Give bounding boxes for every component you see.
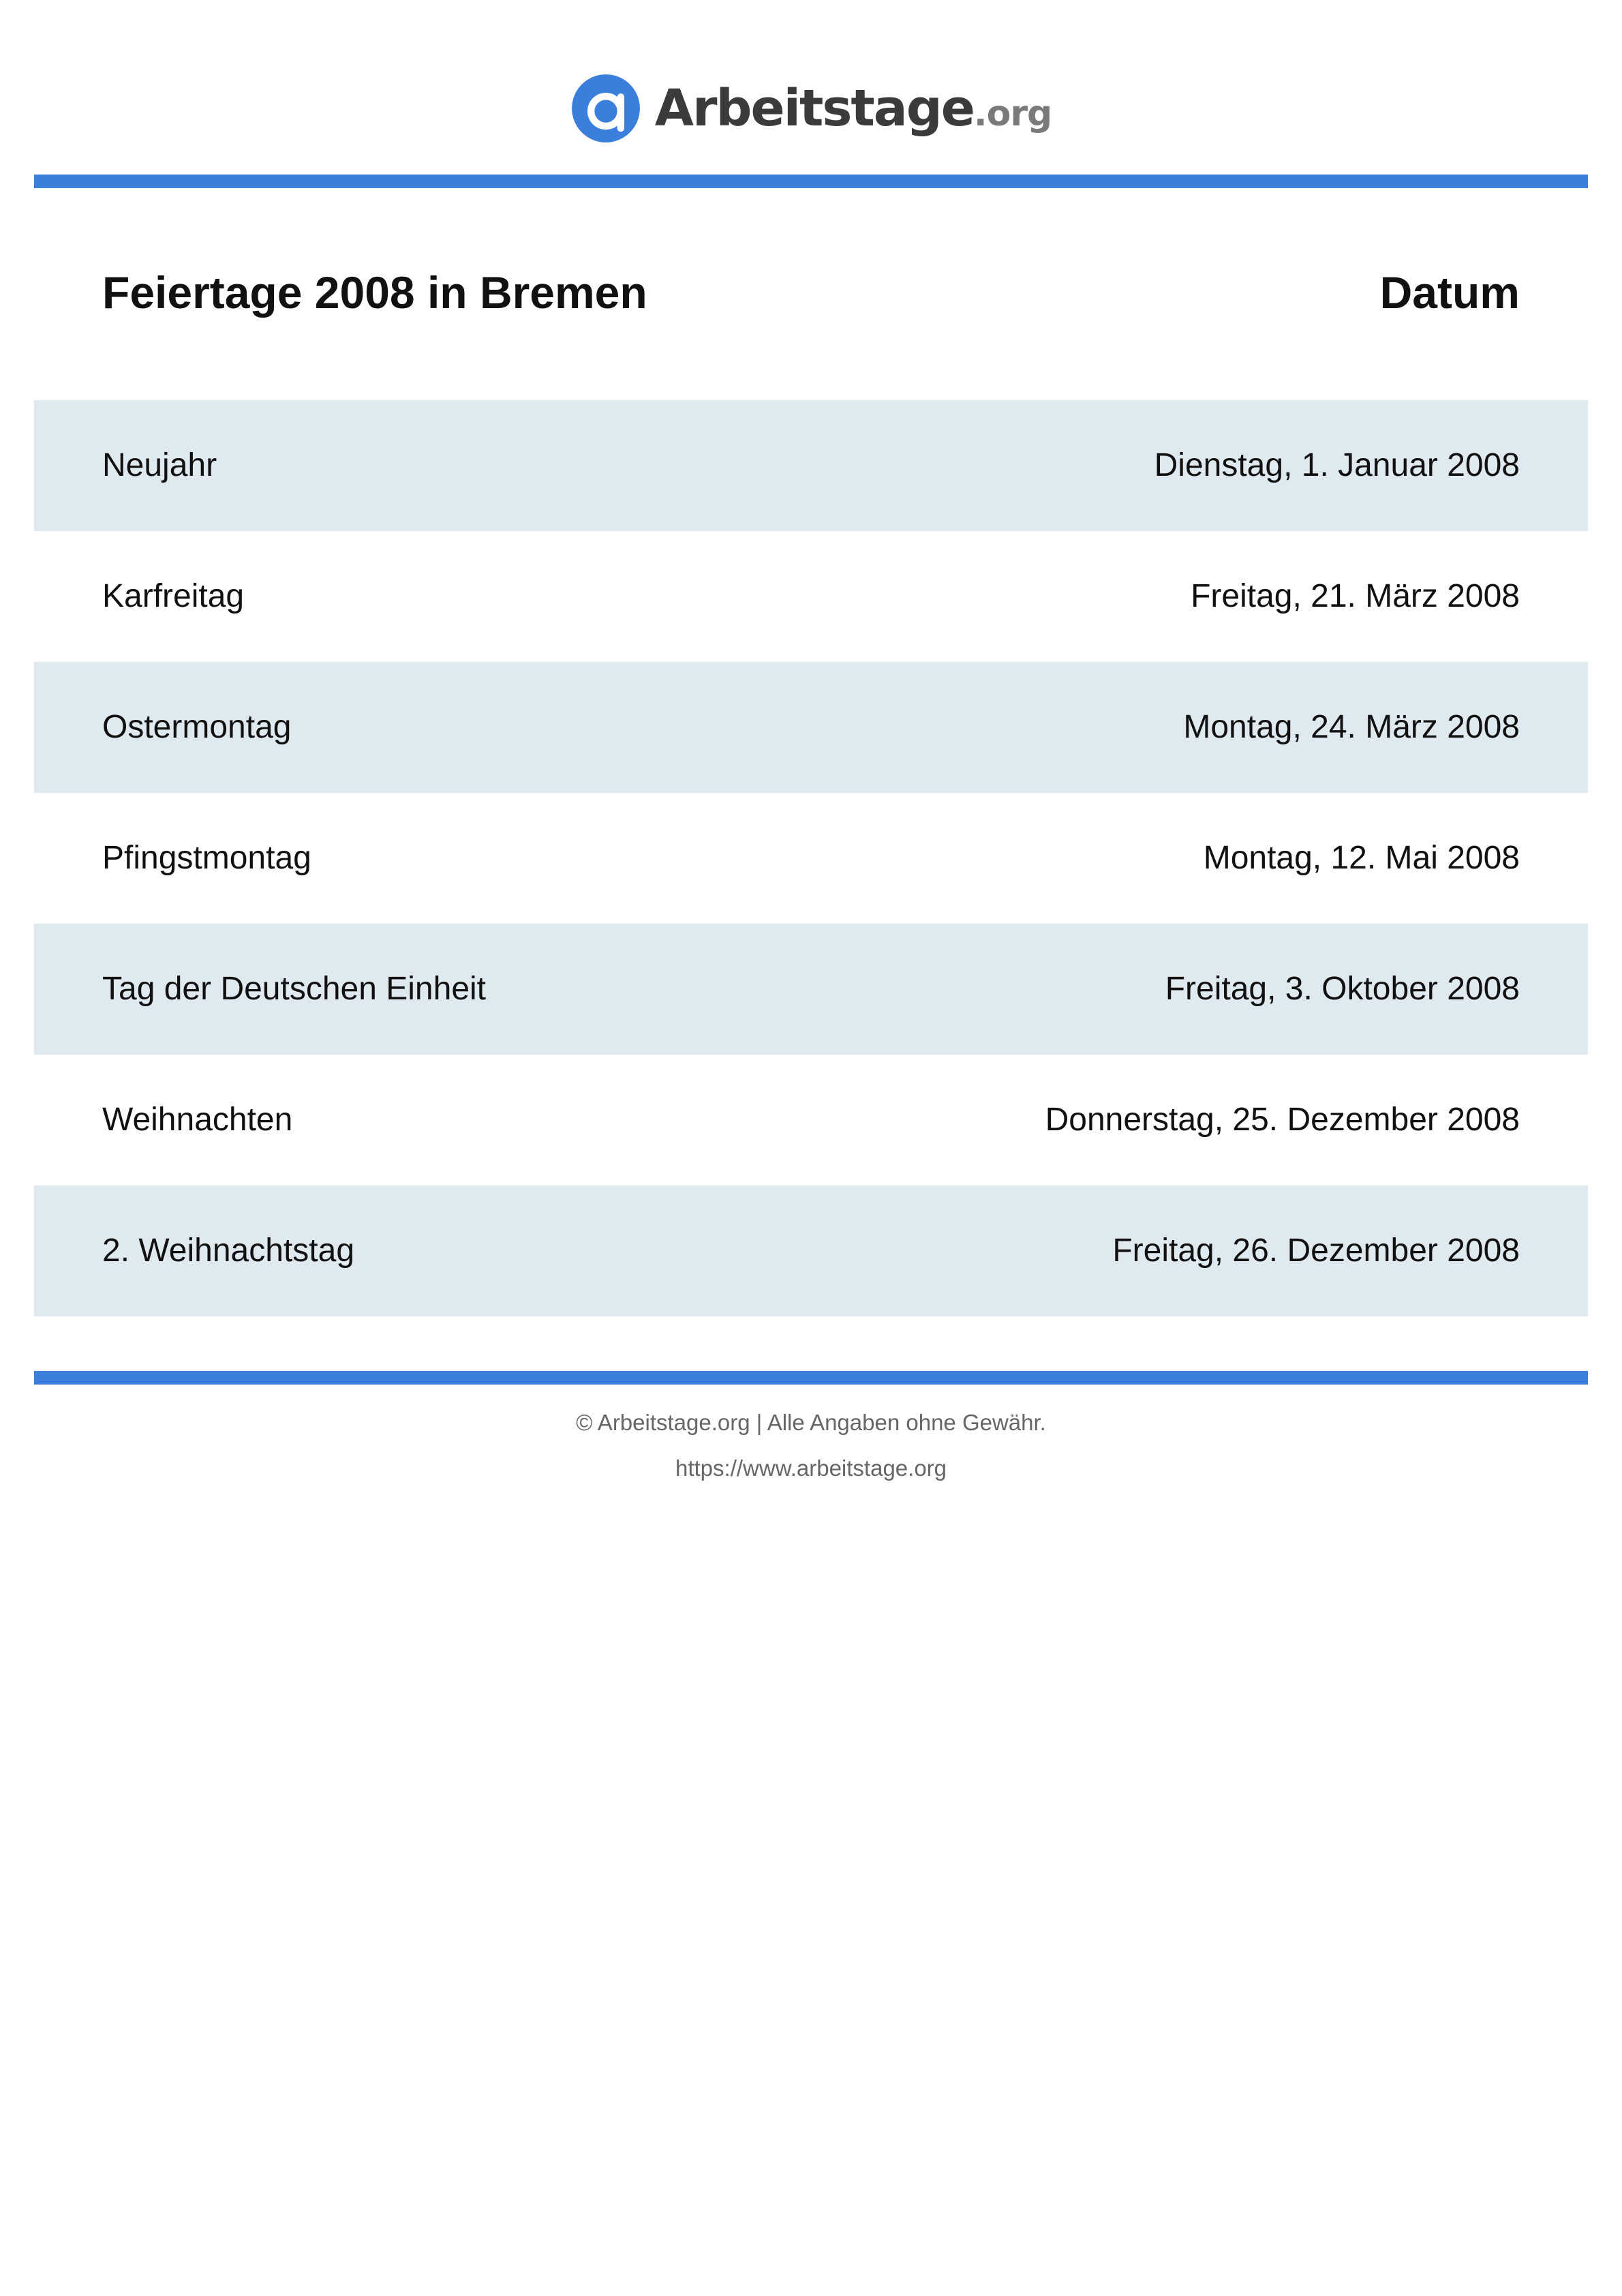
holiday-name: Weihnachten: [102, 1102, 293, 1138]
table-row: [34, 793, 1588, 924]
holiday-table: [34, 400, 1588, 1316]
table-row: [34, 1055, 1588, 1185]
logo-name: Arbeitstage: [654, 79, 974, 138]
footer-url-link[interactable]: https://www.arbeitstage.org: [675, 1455, 947, 1481]
page-title: Feiertage 2008 in Bremen: [102, 267, 647, 318]
table-row: [34, 531, 1588, 662]
top-divider: [34, 175, 1588, 188]
holiday-date: Freitag, 21. März 2008: [1191, 578, 1520, 614]
holiday-name: Neujahr: [102, 447, 217, 483]
logo-suffix: .org: [973, 93, 1052, 134]
at-sign-logo-icon: [570, 73, 641, 144]
holiday-date: Donnerstag, 25. Dezember 2008: [1045, 1102, 1520, 1138]
logo-wordmark: [655, 79, 1052, 138]
date-column-header: Datum: [1379, 267, 1520, 318]
holiday-name: 2. Weihnachtstag: [102, 1233, 355, 1269]
table-row: [34, 1185, 1588, 1316]
holiday-name: Ostermontag: [102, 709, 292, 745]
holiday-date: Montag, 24. März 2008: [1183, 709, 1520, 745]
bottom-divider: [34, 1371, 1588, 1385]
holiday-date: Montag, 12. Mai 2008: [1203, 840, 1520, 876]
table-row: [34, 662, 1588, 793]
holiday-name: Karfreitag: [102, 578, 245, 614]
site-logo[interactable]: [0, 71, 1622, 146]
footer-copyright: © Arbeitstage.org | Alle Angaben ohne Gewähr.: [576, 1410, 1046, 1435]
holiday-date: Freitag, 3. Oktober 2008: [1165, 971, 1520, 1007]
table-row: [34, 400, 1588, 531]
table-header: [34, 254, 1588, 331]
holiday-name: Tag der Deutschen Einheit: [102, 971, 487, 1007]
holiday-name: Pfingstmontag: [102, 840, 311, 876]
holiday-date: Freitag, 26. Dezember 2008: [1112, 1233, 1520, 1269]
logo-group: [570, 73, 1052, 144]
holiday-date: Dienstag, 1. Januar 2008: [1154, 447, 1520, 483]
table-row: [34, 924, 1588, 1055]
